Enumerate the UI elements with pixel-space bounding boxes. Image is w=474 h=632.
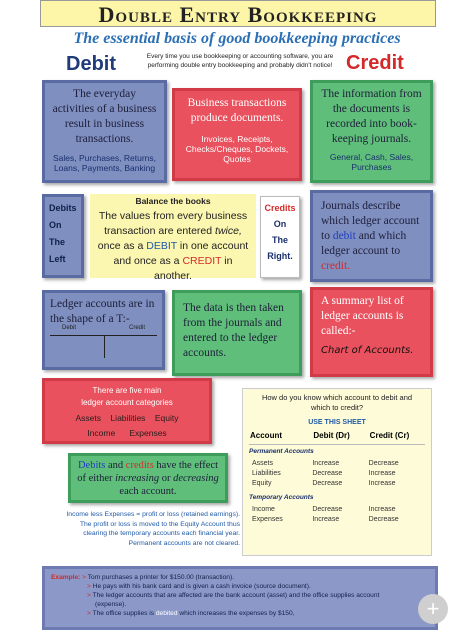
effect-p2: each account. [119, 486, 177, 497]
table-question-l1: How do you know which account to debit and [261, 393, 413, 402]
activities-list: Sales, Purchases, Returns, Loans, Payments, Banking [53, 153, 156, 173]
plus-icon[interactable]: + [418, 594, 448, 624]
table-cell: Decrease [312, 479, 343, 487]
example-line-4b: which increases the expenses by $150, [179, 610, 295, 617]
effect-decreasing: decreasing [173, 473, 219, 484]
table-cell: Decrease [368, 459, 399, 467]
debits-left-box [42, 194, 84, 278]
table-cell: Increase [368, 505, 396, 513]
table-row [249, 504, 425, 514]
credit-heading: Credit [346, 52, 404, 74]
table-row [249, 458, 425, 468]
table-use-sheet: USE THIS SHEET [308, 419, 366, 426]
effect-or: or [161, 473, 171, 484]
example-line-1: Tom purchases a printer for $150.00 (transaction). [87, 574, 234, 581]
table-header-account: Account [250, 431, 282, 440]
data-text: The data is then taken from the journals and entered to the ledger accounts. [183, 302, 284, 359]
journals-list: General, Cash, Sales, Purchases [329, 152, 414, 172]
ledger-text: Ledger accounts are in the shape of a T:- [50, 298, 155, 325]
activities-text: The everyday activities of a business result in business transactions. [52, 88, 157, 145]
table-row [249, 478, 425, 488]
t-account-divider [104, 336, 105, 358]
temporary-heading: Temporary Accounts [249, 494, 314, 501]
credits-right: Right. [267, 251, 293, 261]
table-cell: Increase [312, 459, 340, 467]
balance-p2: once as a [97, 240, 144, 252]
table-cell: Increase [368, 469, 396, 477]
journals-info-text: The information from the documents is recorded into book-keeping journals. [321, 88, 422, 145]
income-text [50, 510, 240, 548]
documents-box [172, 88, 302, 181]
example-row-4 [51, 609, 429, 618]
table-row [249, 468, 425, 478]
ledger-box [42, 290, 165, 370]
category-expenses: Expenses [129, 428, 167, 438]
example-line-4a: The office supplies is [92, 610, 155, 617]
table-cell: Expenses [252, 515, 283, 523]
effect-increasing: increasing [115, 473, 160, 484]
credits-right-box [260, 196, 300, 278]
income-l2: The profit or loss is moved to the Equity Account thus [79, 520, 240, 528]
intro-text: Every time you use bookkeeping or accounting software, you are performing double entry bookkeeping and probably didn't notice! [146, 53, 334, 69]
summary-text: A summary list of ledger accounts is called:- [321, 295, 404, 337]
page-title: Double Entry Bookkeeping [40, 0, 436, 27]
account-table [249, 430, 425, 441]
journals-describe-box [310, 190, 433, 282]
arrow-icon: > [87, 583, 91, 590]
activities-box [42, 80, 167, 183]
table-cell: Income [252, 505, 275, 513]
journals-p2: and which ledger account to [321, 230, 407, 257]
journals-describe-text [321, 199, 422, 274]
effect-box [68, 453, 228, 503]
category-liabilities: Liabilities [110, 413, 146, 423]
effect-credits: credits [125, 460, 154, 471]
credits-on: On [273, 219, 287, 229]
table-header-row [249, 430, 425, 441]
table-header-debit: Debit (Dr) [313, 431, 350, 440]
table-cell: Liabilities [252, 469, 281, 477]
effect-and: and [108, 460, 124, 471]
debit-heading: Debit [66, 53, 116, 75]
table-question [249, 393, 425, 413]
effect-debits: Debits [77, 460, 106, 471]
example-line-2: He pays with his bank card and is given a cash invoice (source document). [92, 583, 311, 590]
category-assets: Assets [75, 413, 101, 423]
temporary-table [249, 504, 425, 524]
data-box [172, 290, 302, 376]
category-equity: Equity [154, 413, 179, 423]
table-cell: Assets [252, 459, 274, 467]
debits-left: Left [49, 254, 66, 264]
balance-credit: CREDIT [182, 255, 222, 267]
debits-on: On [49, 220, 62, 230]
example-debited: debited [155, 610, 178, 617]
income-l1: Income less Expenses = profit or loss (retained earnings). [66, 511, 240, 518]
arrow-icon: > [82, 574, 87, 581]
table-question-l2: which to credit? [310, 403, 364, 412]
balance-p3: in one account and once as a [113, 240, 249, 267]
balance-p4: in another. [154, 255, 233, 282]
permanent-heading: Permanent Accounts [249, 448, 314, 455]
balance-title: Balance the books [135, 196, 211, 206]
journals-credit: credit. [321, 260, 351, 272]
journals-debit: debit [332, 230, 356, 242]
table-row [249, 514, 425, 524]
category-income: Income [87, 428, 116, 438]
example-line-3b: (expense). [95, 601, 127, 608]
balance-debit: DEBIT [146, 240, 177, 252]
table-cell: Increase [312, 515, 340, 523]
debits-title: Debits [49, 203, 77, 213]
balance-twice: twice, [215, 225, 242, 237]
example-row-1 [51, 573, 429, 582]
example-box [42, 566, 438, 630]
example-label: Example: [51, 574, 81, 581]
table-cell: Equity [252, 479, 272, 487]
t-account [50, 325, 157, 356]
credits-title: Credits [264, 203, 296, 213]
journals-info-box [310, 80, 433, 183]
table-cell: Decrease [312, 469, 343, 477]
summary-chart: Chart of Accounts. [321, 345, 414, 356]
effect-text [77, 459, 219, 498]
balance-box [90, 194, 256, 282]
documents-list: Invoices, Receipts, Checks/Cheques, Dockets, Quotes [185, 134, 289, 164]
table-divider [249, 444, 425, 445]
example-line-3: The ledger accounts that are affected are the bank account (asset) and the office supplies account [92, 592, 380, 599]
page-subtitle: The essential basis of good bookkeeping practices [73, 30, 401, 47]
income-l3: clearing the temporary accounts each financial year. [83, 530, 240, 537]
balance-p1: The values from every business transaction are entered [98, 210, 248, 237]
table-cell: Decrease [368, 515, 399, 523]
balance-text [94, 209, 252, 284]
categories-p2: ledger account categories [81, 398, 173, 407]
documents-text: Business transactions produce documents. [187, 97, 287, 124]
summary-box [310, 287, 433, 377]
t-debit: Debit [62, 325, 77, 331]
table-header-credit: Credit (Cr) [369, 431, 410, 440]
arrow-icon: > [87, 592, 91, 599]
table-cell: Decrease [312, 505, 343, 513]
categories-box [42, 378, 212, 444]
account-table-box [242, 388, 432, 556]
categories-items-row2 [51, 427, 203, 439]
categories-items-row1 [51, 412, 203, 424]
permanent-table [249, 458, 425, 488]
table-cell: Increase [368, 479, 396, 487]
income-l4: Permanent accounts are not cleared. [128, 539, 240, 547]
example-row-2 [51, 582, 429, 591]
credits-the: The [271, 235, 288, 245]
example-row-3b [51, 600, 429, 609]
categories-p1: There are five main [92, 386, 162, 395]
arrow-icon: > [87, 610, 91, 617]
t-credit: Credit [128, 325, 145, 331]
example-row-3 [51, 591, 429, 600]
journals-p1: Journals describe which ledger account to [321, 200, 420, 242]
effect-p1: have the effect of either [77, 460, 219, 484]
debits-the: The [49, 237, 66, 247]
